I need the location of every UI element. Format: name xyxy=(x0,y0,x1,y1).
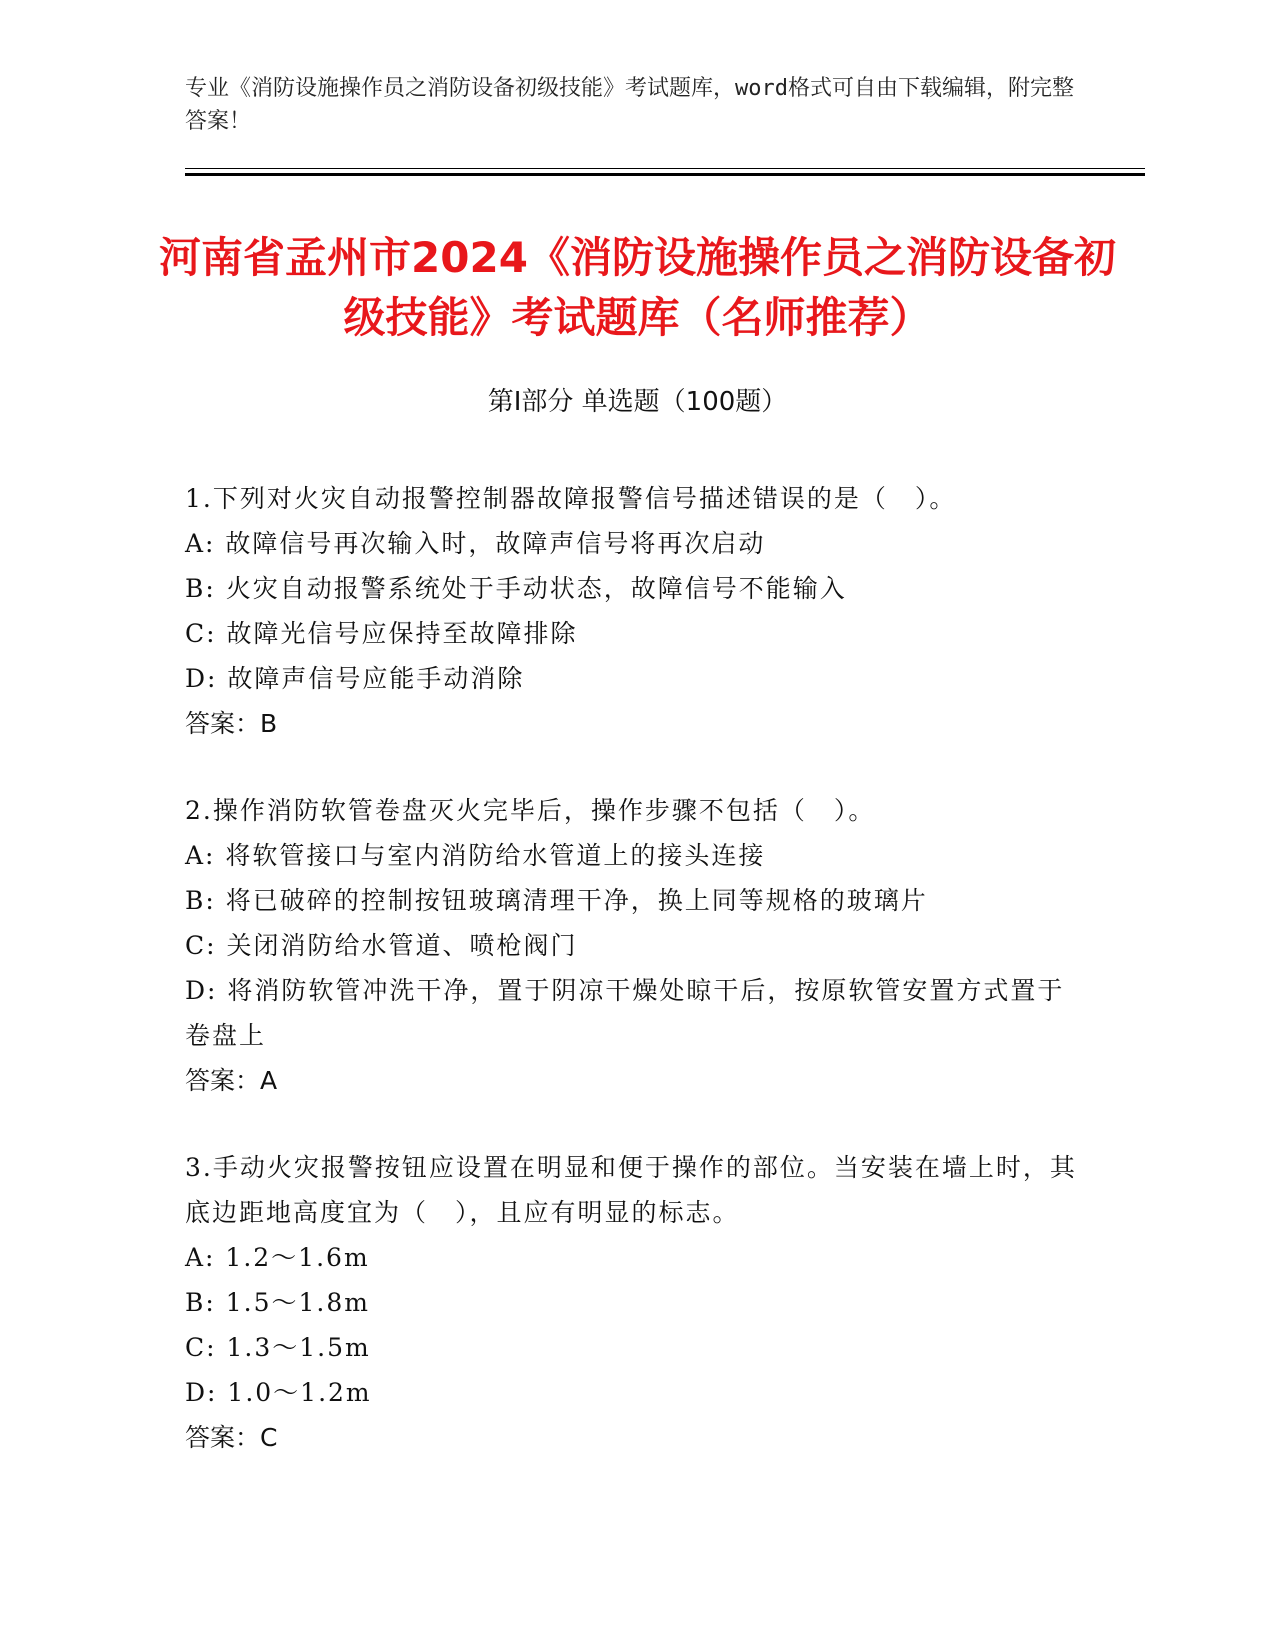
question-stem: 1.下列对火灾自动报警控制器故障报警信号描述错误的是（ ）。 xyxy=(185,484,957,513)
option-d: D: 1.0～1.2m xyxy=(185,1378,372,1407)
option-d: D: 将消防软管冲洗干净，置于阴凉干燥处晾干后，按原软管安置方式置于卷盘上 xyxy=(185,976,1065,1050)
option-b: B: 火灾自动报警系统处于手动状态，故障信号不能输入 xyxy=(185,574,847,603)
question-list xyxy=(185,476,1085,1502)
option-a: A: 将软管接口与室内消防给水管道上的接头连接 xyxy=(185,841,766,870)
question-item xyxy=(185,788,1085,1103)
answer-text: 答案：C xyxy=(185,1423,278,1452)
option-c: C: 关闭消防给水管道、喷枪阀门 xyxy=(185,931,578,960)
option-b: B: 1.5～1.8m xyxy=(185,1288,370,1317)
question-stem: 3.手动火灾报警按钮应设置在明显和便于操作的部位。当安装在墙上时，其底边距地高度宜为（ ），且应有明显的标志。 xyxy=(185,1153,1077,1227)
question-item xyxy=(185,476,1085,746)
header-note: 专业《消防设施操作员之消防设备初级技能》考试题库，word格式可自由下载编辑，附完整答案！ xyxy=(185,76,1074,134)
header-divider-thick xyxy=(185,173,1145,176)
document-title: 河南省孟州市2024《消防设施操作员之消防设备初级技能》考试题库（名师推荐） xyxy=(159,233,1116,342)
option-a: A: 1.2～1.6m xyxy=(185,1243,370,1272)
question-item xyxy=(185,1145,1085,1460)
section-heading: 第Ⅰ部分 单选题（100题） xyxy=(487,387,788,417)
answer-text: 答案：A xyxy=(185,1066,278,1095)
option-c: C: 故障光信号应保持至故障排除 xyxy=(185,619,578,648)
option-c: C: 1.3～1.5m xyxy=(185,1333,371,1362)
option-b: B: 将已破碎的控制按钮玻璃清理干净，换上同等规格的玻璃片 xyxy=(185,886,928,915)
question-stem: 2.操作消防软管卷盘灭火完毕后，操作步骤不包括（ ）。 xyxy=(185,796,876,825)
option-a: A: 故障信号再次输入时，故障声信号将再次启动 xyxy=(185,529,766,558)
header-divider-thin xyxy=(185,168,1145,169)
answer-text: 答案：B xyxy=(185,709,278,738)
option-d: D: 故障声信号应能手动消除 xyxy=(185,664,525,693)
